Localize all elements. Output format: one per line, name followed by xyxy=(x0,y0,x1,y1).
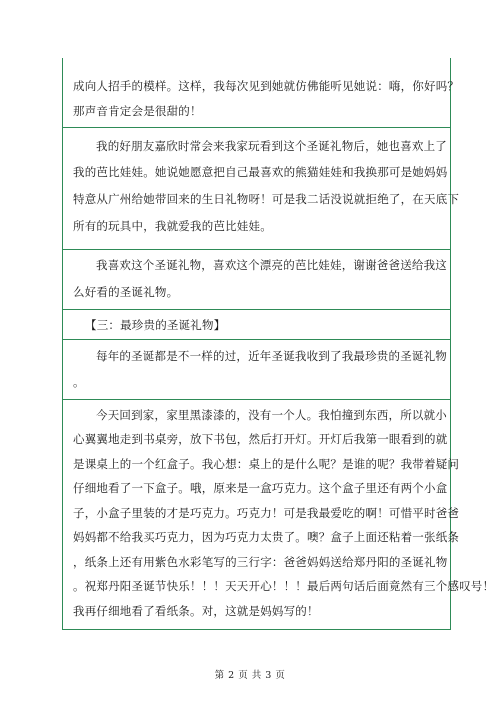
text-line: 我的好朋友嘉欣时常会来我家玩看到这个圣诞礼物后，她也喜欢上了 xyxy=(96,139,447,153)
paragraph-block xyxy=(63,249,450,310)
text-line: 。 xyxy=(73,375,85,389)
text-line: 特意从广州给她带回来的生日礼物呀！可是我二话没说就拒绝了，在天底下 xyxy=(73,192,460,206)
text-line: 妈妈都不给我买巧克力，因为巧克力太贵了。噢？盒子上面还粘着一张纸条 xyxy=(73,530,460,544)
text-line: 今天回到家，家里黑漆漆的，没有一个人。我怕撞到东西，所以就小 xyxy=(96,408,447,422)
section-heading-block xyxy=(63,309,450,340)
text-line: 所有的玩具中，我就爱我的芭比娃娃。 xyxy=(73,219,272,233)
text-line: 那声音肯定会是很甜的！ xyxy=(73,104,202,118)
text-line: 我再仔细地看了看纸条。对，这就是妈妈写的！ xyxy=(73,604,319,618)
text-line: 子，小盒子里装的才是巧克力。巧克力！可是我最爱吃的啊！可惜平时爸爸 xyxy=(73,506,460,520)
text-line: 心翼翼地走到书桌旁，放下书包，然后打开灯。开灯后我第一眼看到的就 xyxy=(73,432,448,446)
paragraph-block xyxy=(63,339,450,400)
paragraph-block xyxy=(63,399,495,630)
text-line: 。祝郑丹阳圣诞节快乐！！！天天开心！！！最后两句话后面竟然有三个感叹号！ xyxy=(73,579,495,593)
text-line: 我喜欢这个圣诞礼物，喜欢这个漂亮的芭比娃娃，谢谢爸爸送给我这 xyxy=(96,258,447,272)
text-line: 是课桌上的一个红盒子。我心想：桌上的是什么呢？是谁的呢？我带着疑问 xyxy=(73,457,460,471)
text-line: ，纸条上还有用紫色水彩笔写的三行字：爸爸妈妈送给郑丹阳的圣诞礼物 xyxy=(73,555,448,569)
section-heading: 【三：最珍贵的圣诞礼物】 xyxy=(85,318,226,332)
text-line: 么好看的圣诞礼物。 xyxy=(73,285,179,299)
text-line: 仔细地看了一下盒子。哦，原来是一盒巧克力。这个盒子里还有两个小盒 xyxy=(73,481,448,495)
text-line: 每年的圣诞都是不一样的过，近年圣诞我收到了我最珍贵的圣诞礼物 xyxy=(96,349,447,363)
text-line: 成向人招手的模样。这样，我每次见到她就仿佛能听见她说：嗨，你好吗？ xyxy=(73,79,460,93)
page-number-footer: 第 2 页 共 3 页 xyxy=(214,670,286,681)
paragraph-block xyxy=(63,58,460,127)
document-table xyxy=(62,58,495,630)
text-line: 我的芭比娃娃。她说她愿意把自己最喜欢的熊猫娃娃和我换那可是她妈妈 xyxy=(73,165,448,179)
paragraph-block xyxy=(63,127,460,250)
